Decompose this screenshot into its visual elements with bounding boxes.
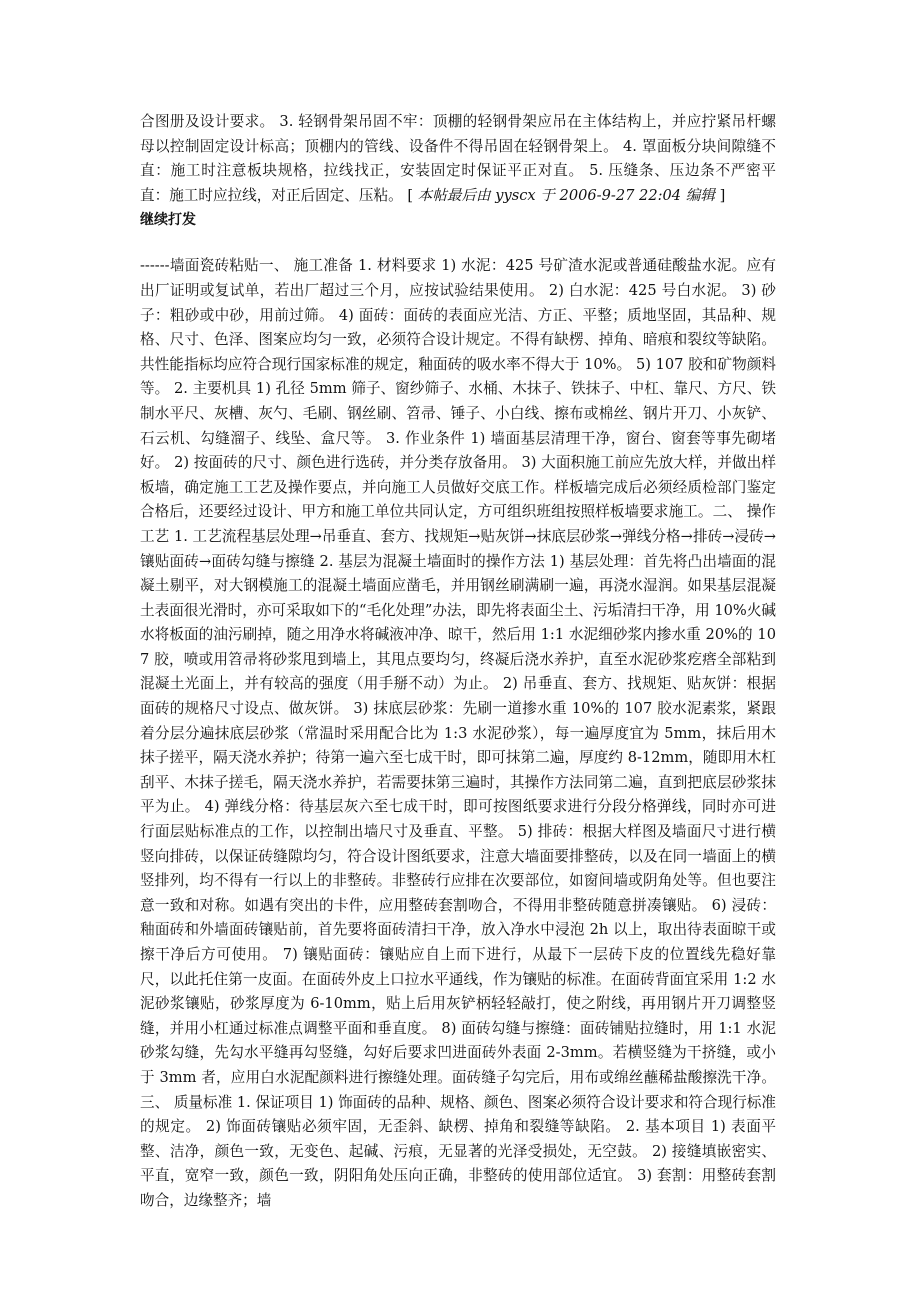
intro-close-bracket: ] bbox=[719, 186, 726, 204]
edit-note: 本帖最后由 yyscx 于 2006-9-27 22:04 编辑 bbox=[413, 186, 720, 204]
intro-paragraph bbox=[140, 110, 776, 208]
continue-label: 继续打发 bbox=[140, 212, 196, 229]
intro-text: 合图册及设计要求。 3. 轻钢骨架吊固不牢：顶棚的轻钢骨架应吊在主体结构上，并应拧紧吊杆螺母以控制固定设计标高；顶棚内的管线、设备件不得吊固在轻钢骨架上。 4. 罩面板分块间隙缝不直：施工时注意板块规格，拉线找正，安装固定时保证平正对直。 5. 压缝条、压边条不严密平直：施工时应拉线，对正后固定、压粘。 [ bbox=[140, 113, 776, 204]
document-page bbox=[140, 110, 776, 1214]
body-paragraph: ------墙面瓷砖粘贴一、 施工准备 1. 材料要求 1) 水泥：425 号矿渣水泥或普通硅酸盐水泥。应有出厂证明或复试单，若出厂超过三个月，应按试验结果使用。 2) 白水泥：425 号白水泥。 3) 砂子：粗砂或中砂，用前过筛。 4) 面砖：面砖的表面应光洁、方正、平整；质地坚固，其品种、规格、尺寸、色泽、图案应均匀一致，必须符合设计规定。不得有缺楞、掉角、暗痕和裂纹等缺陷。共性能指标均应符合现行国家标准的规定，釉面砖的吸水率不得大于 10%。 5) 107 胶和矿物颜料等。 2. 主要机具 1) 孔径 5mm 筛子、窗纱筛子、水桶、木抹子、铁抹子、中杠、靠尺、方尺、铁制水平尺、灰槽、灰勺、毛刷、钢丝刷、笤帚、锤子、小白线、擦布或棉丝、钢片开刀、小灰铲、石云机、勾缝溜子、线坠、盒尺等。 3. 作业条件 1) 墙面基层清理干净，窗台、窗套等事先砌堵好。 2) 按面砖的尺寸、颜色进行选砖，并分类存放备用。 3) 大面积施工前应先放大样，并做出样板墙，确定施工工艺及操作要点，并向施工人员做好交底工作。样板墙完成后必须经质检部门鉴定合格后，还要经过设计、甲方和施工单位共同认定，方可组织班组按照样板墙要求施工。二、 操作工艺 1. 工艺流程基层处理→吊垂直、套方、找规矩→贴灰饼→抹底层砂浆→弹线分格→排砖→浸砖→镶贴面砖→面砖勾缝与擦缝 2. 基层为混凝土墙面时的操作方法 1) 基层处理：首先将凸出墙面的混凝土剔平，对大钢模施工的混凝土墙面应凿毛，并用钢丝刷满刷一遍，再浇水湿润。如果基层混凝土表面很光滑时，亦可采取如下的“毛化处理”办法，即先将表面尘土、污垢清扫干净，用 10%火碱水将板面的油污刷掉，随之用净水将碱液冲净、晾干，然后用 1:1 水泥细砂浆内掺水重 20%的 107 胶，喷或用笤帚将砂浆甩到墙上，其甩点要均匀，终凝后浇水养护，直至水泥砂浆疙瘩全部粘到混凝土光面上，并有较高的强度（用手掰不动）为止。 2) 吊垂直、套方、找规矩、贴灰饼：根据面砖的规格尺寸设点、做灰饼。 3) 抹底层砂浆：先刷一道掺水重 10%的 107 胶水泥素浆，紧跟着分层分遍抹底层砂浆（常温时采用配合比为 1:3 水泥砂浆），每一遍厚度宜为 5mm，抹后用木抹子搓平，隔天浇水养护；待第一遍六至七成干时，即可抹第二遍，厚度约 8-12mm，随即用木杠刮平、木抹子搓毛，隔天浇水养护，若需要抹第三遍时，其操作方法同第二遍，直到把底层砂浆抹平为止。 4) 弹线分格：待基层灰六至七成干时，即可按图纸要求进行分段分格弹线，同时亦可进行面层贴标准点的工作，以控制出墙尺寸及垂直、平整。 5) 排砖：根据大样图及墙面尺寸进行横竖向排砖，以保证砖缝隙均匀，符合设计图纸要求，注意大墙面要排整砖，以及在同一墙面上的横竖排列，均不得有一行以上的非整砖。非整砖行应排在次要部位，如窗间墙或阴角处等。但也要注意一致和对称。如遇有突出的卡件，应用整砖套割吻合，不得用非整砖随意拼凑镶贴。 6) 浸砖：釉面砖和外墙面砖镶贴前，首先要将面砖清扫干净，放入净水中浸泡 2h 以上，取出待表面晾干或擦干净后方可使用。 7) 镶贴面砖：镶贴应自上而下进行，从最下一层砖下皮的位置线先稳好靠尺，以此托住第一皮面。在面砖外皮上口拉水平通线，作为镶贴的标准。在面砖背面宜采用 1:2 水泥砂浆镶贴，砂浆厚度为 6-10mm，贴上后用灰铲柄轻轻敲打，使之附线，再用钢片开刀调整竖缝，并用小杠通过标准点调整平面和垂直度。 8) 面砖勾缝与擦缝：面砖铺贴拉缝时，用 1:1 水泥砂浆勾缝，先勾水平缝再勾竖缝，勾好后要求凹进面砖外表面 2-3mm。若横竖缝为干挤缝，或小于 3mm 者，应用白水泥配颜料进行擦缝处理。面砖缝子勾完后，用布或绵丝蘸稀盐酸擦洗干净。三、 质量标准 1. 保证项目 1) 饰面砖的品种、规格、颜色、图案必须符合设计要求和符合现行标准的规定。 2) 饰面砖镶贴必须牢固，无歪斜、缺楞、掉角和裂缝等缺陷。 2. 基本项目 1) 表面平整、洁净，颜色一致，无变色、起碱、污痕，无显著的光泽受损处，无空鼓。 2) 接缝填嵌密实、平直，宽窄一致，颜色一致，阴阳角处压向正确，非整砖的使用部位适宜。 3) 套割：用整砖套割吻合，边缘整齐；墙 bbox=[140, 257, 776, 1209]
